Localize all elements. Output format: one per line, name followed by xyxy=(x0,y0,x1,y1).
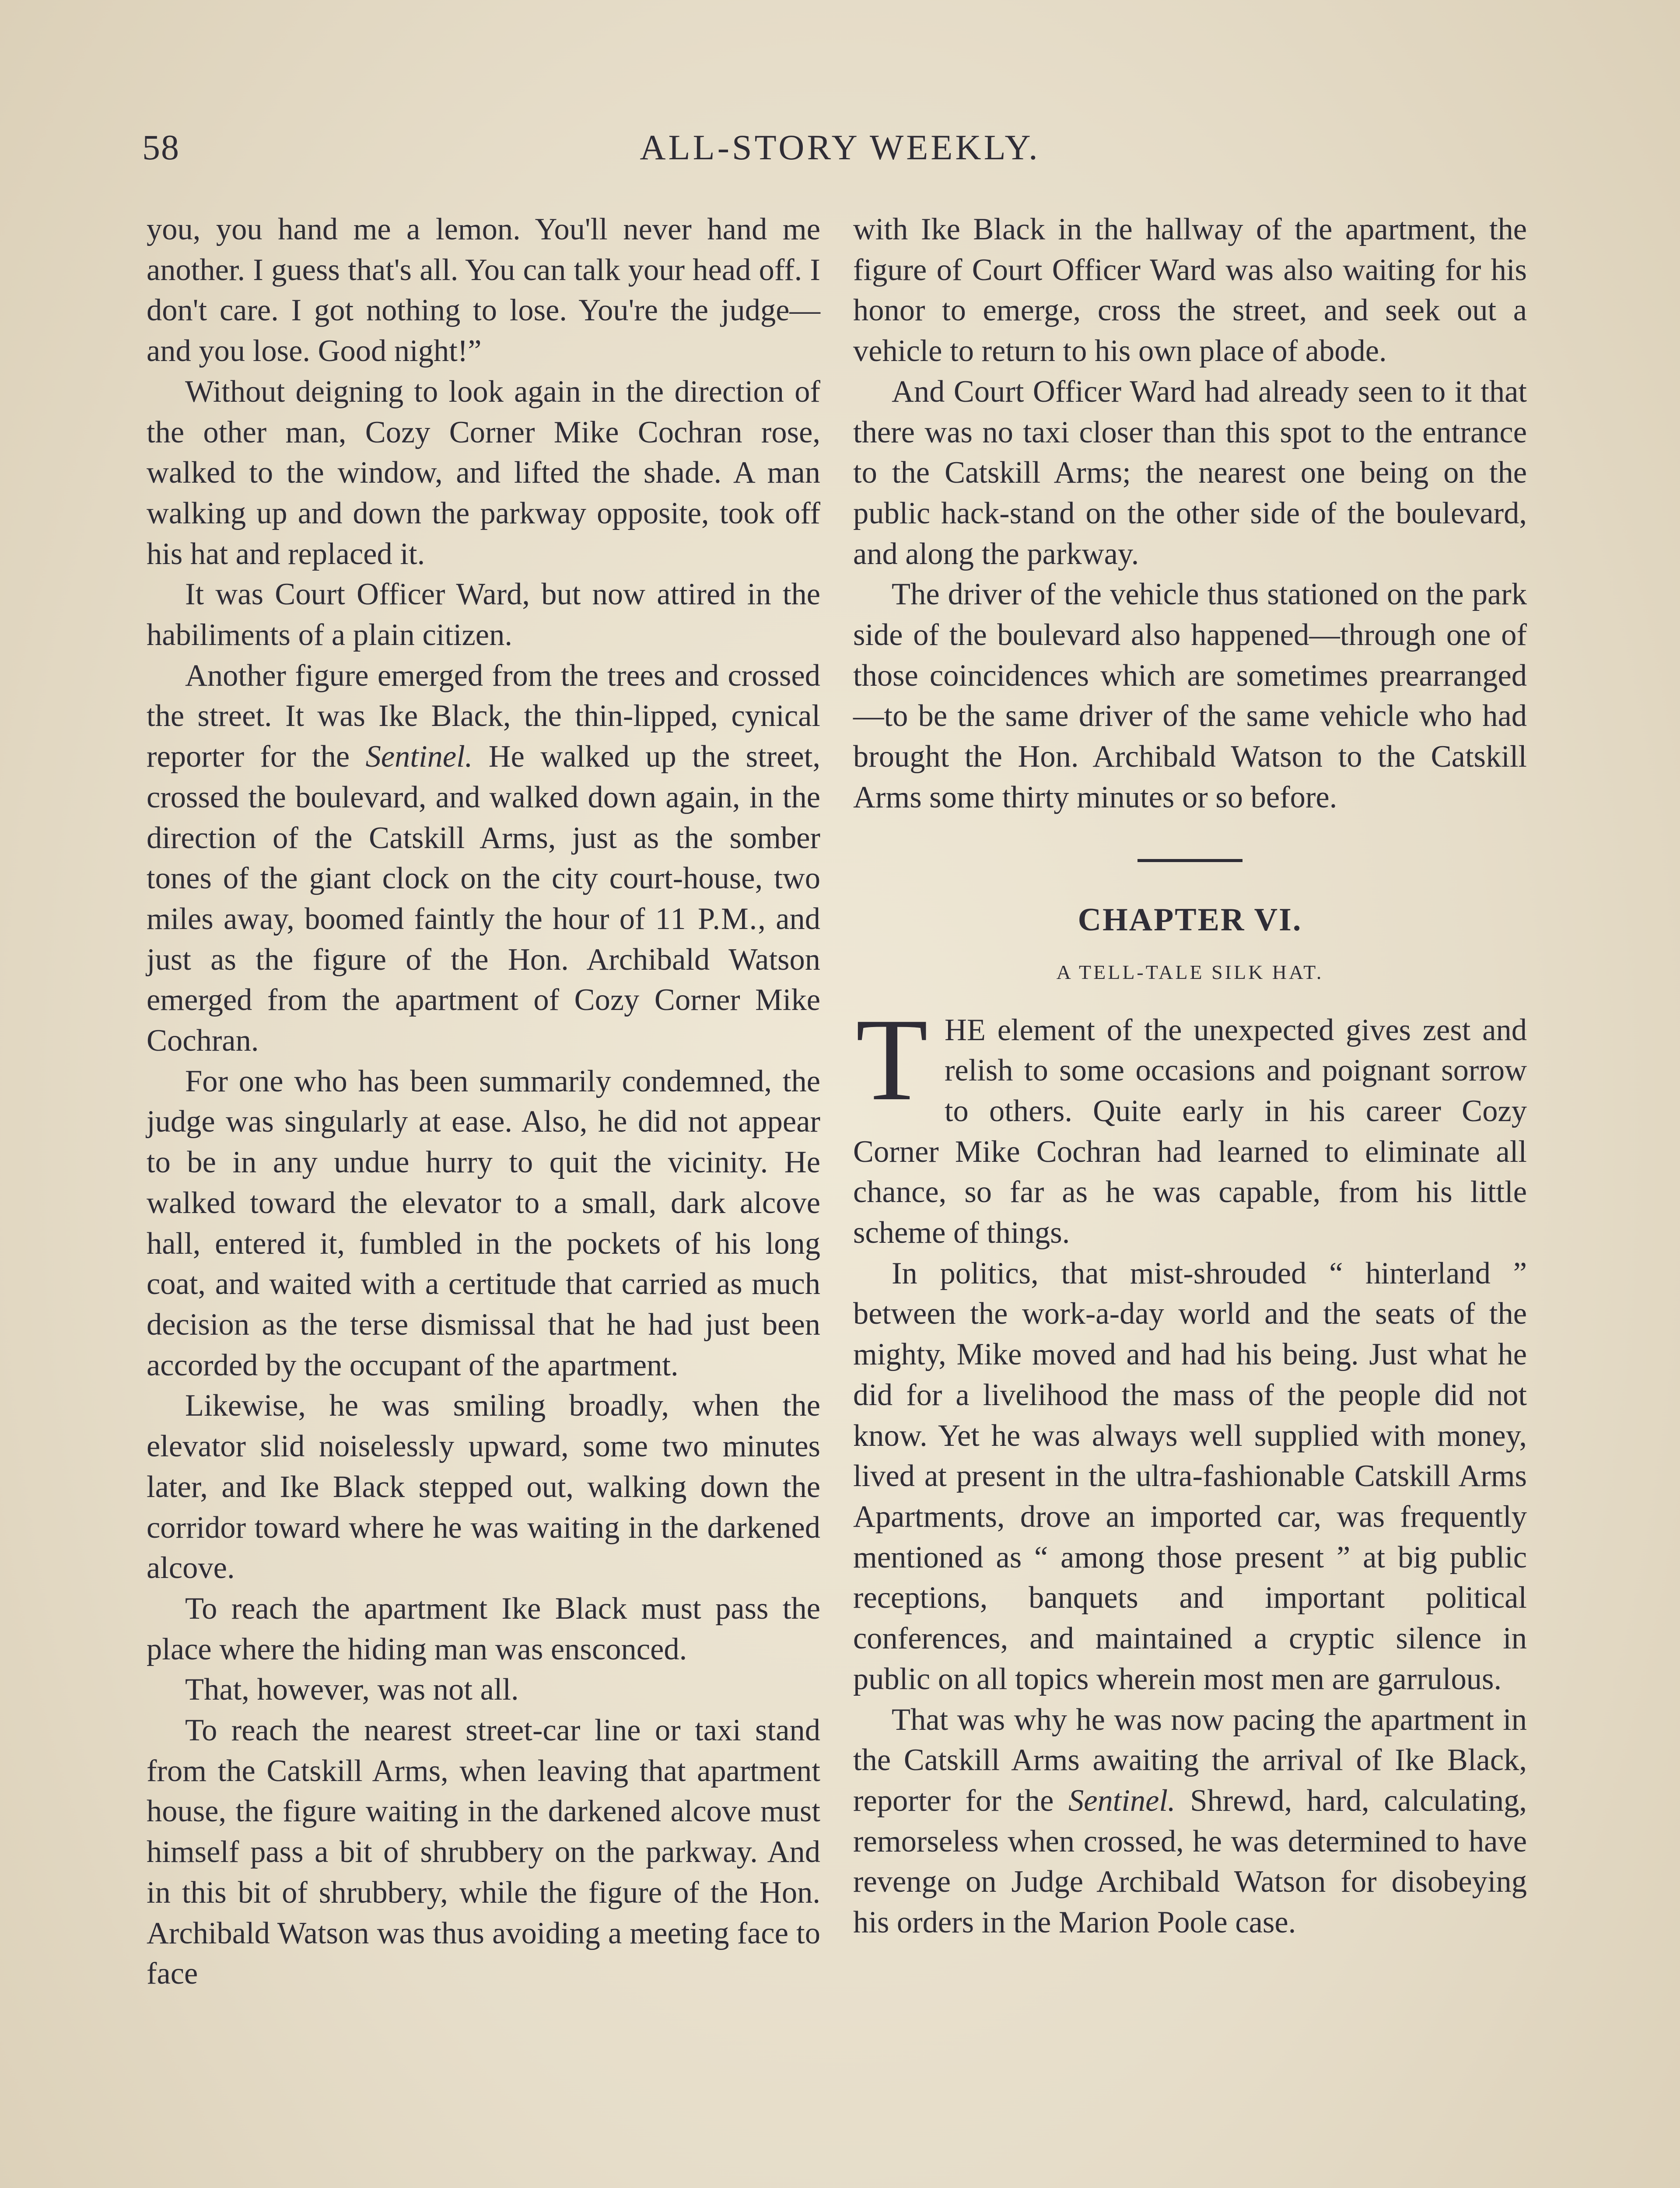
paragraph xyxy=(147,656,820,1061)
text-run: Shrewd, hard, calculating, remorseless when crossed, he was determined to have revenge on Judge Archibald Watson for disobeying his orders in the Marion Poole case. xyxy=(853,1783,1527,1940)
paragraph: The driver of the vehicle thus stationed on the park side of the boulevard also happened—through one of those coincidences which are sometimes prearranged—to be the same driver of the same vehicle who had brought the Hon. Archibald Watson to the Catskill Arms some thirty minutes or so before. xyxy=(853,577,1527,814)
text-run: , and just as the figure of the Hon. Archibald Watson emerged from the apartment of Cozy Corner Mike Cochran. xyxy=(147,901,820,1058)
paragraph xyxy=(853,994,1527,1253)
chapter-subtitle: A TELL-TALE SILK HAT. xyxy=(1056,961,1324,983)
paragraph: In politics, that mist-shrouded “ hinterland ” between the work-a-day world and the seats of the mighty, Mike moved and had his being. Just what he did for a livelihood the mass of the people did not know. Yet he was always well supplied with money, lived at present in the ultra-fashionable Catskill Arms Apartments, drove an imported car, was frequently mentioned as “ among those present ” at big public receptions, banquets and important political conferences, and maintained a cryptic silence in public on all topics wherein most men are garrulous. xyxy=(853,1256,1527,1696)
text-run: He walked up the street, crossed the boulevard, and walked down again, in the direction of the Catskill Arms, just as the somber tones of the giant clock on the city court-house, two miles away, boomed faintly the hour of xyxy=(147,740,820,936)
paragraph: And Court Officer Ward had already seen to it that there was no taxi closer than this spot to the entrance to the Catskill Arms; the nearest one being on the public hack-stand on the other side of the boulevard, and along the parkway. xyxy=(853,374,1527,571)
time-reference: 11 P.M. xyxy=(655,901,758,936)
paragraph: you, you hand me a lemon. You'll never hand me another. I guess that's all. You can talk your head off. I don't care. I got nothing to lose. You're the judge—and you lose. Good night!” xyxy=(147,212,820,368)
text-run: That was why he was now pacing the apartment in the Catskill Arms awaiting the arrival of Ike Black, reporter for the xyxy=(853,1702,1527,1818)
paragraph: It was Court Officer Ward, but now attired in the habiliments of a plain citizen. xyxy=(147,577,820,652)
paragraph xyxy=(853,1700,1527,1943)
chapter-title: CHAPTER VI. xyxy=(1078,901,1302,938)
paragraph: Likewise, he was smiling broadly, when the elevator slid noiselessly upward, some two minutes later, and Ike Black stepped out, walking down the corridor toward where he was waiting in the darkened alcove. xyxy=(147,1389,820,1585)
paragraph: To reach the apartment Ike Black must pass the place where the hiding man was ensconced. xyxy=(147,1591,820,1666)
running-head xyxy=(0,127,1680,175)
magazine-title: ALL-STORY WEEKLY. xyxy=(640,127,1040,167)
newspaper-name: Sentinel. xyxy=(1068,1783,1176,1818)
section-divider xyxy=(1138,859,1242,862)
paragraph: Without deigning to look again in the direction of the other man, Cozy Corner Mike Cochran rose, walked to the window, and lifted the shade. A man walking up and down the parkway opposite, took off his hat and replaced it. xyxy=(147,374,820,571)
paragraph: To reach the nearest street-car line or taxi stand from the Catskill Arms, when leaving that apartment house, the figure waiting in the darkened alcove must himself pass a bit of shrubbery on the parkway. And in this bit of shrubbery, while the figure of the Hon. Archibald Watson was thus avoiding a meeting face to face xyxy=(147,1713,820,1991)
paragraph: That, however, was not all. xyxy=(185,1673,519,1707)
text-run: HE element of the unexpected gives zest and relish to some occasions and poignant sorrow to others. Quite early in his career Cozy Corner Mike Cochran had learned to eliminate all chance, so far as he was capable, from his little scheme of things. xyxy=(853,1013,1527,1250)
paragraph: For one who has been summarily condemned, the judge was singularly at ease. Also, he did not appear to be in any undue hurry to quit the vicinity. He walked toward the elevator to a small, dark alcove hall, entered it, fumbled in the pockets of his long coat, and waited with a certitude that carried as much decision as the terse dismissal that he had just been accorded by the occupant of the apartment. xyxy=(147,1064,820,1382)
drop-cap: T xyxy=(856,994,928,1125)
left-column xyxy=(147,209,820,1994)
paragraph: with Ike Black in the hallway of the apartment, the figure of Court Officer Ward was also waiting for his honor to emerge, cross the street, and seek out a vehicle to return to his own place of abode. xyxy=(853,212,1527,368)
page-number: 58 xyxy=(142,127,180,167)
text-run: Another figure emerged from the trees and crossed the street. It was Ike Black, the thin-lipped, cynical reporter for the xyxy=(147,658,820,774)
right-column xyxy=(853,209,1527,1943)
newspaper-name: Sentinel. xyxy=(365,740,473,774)
